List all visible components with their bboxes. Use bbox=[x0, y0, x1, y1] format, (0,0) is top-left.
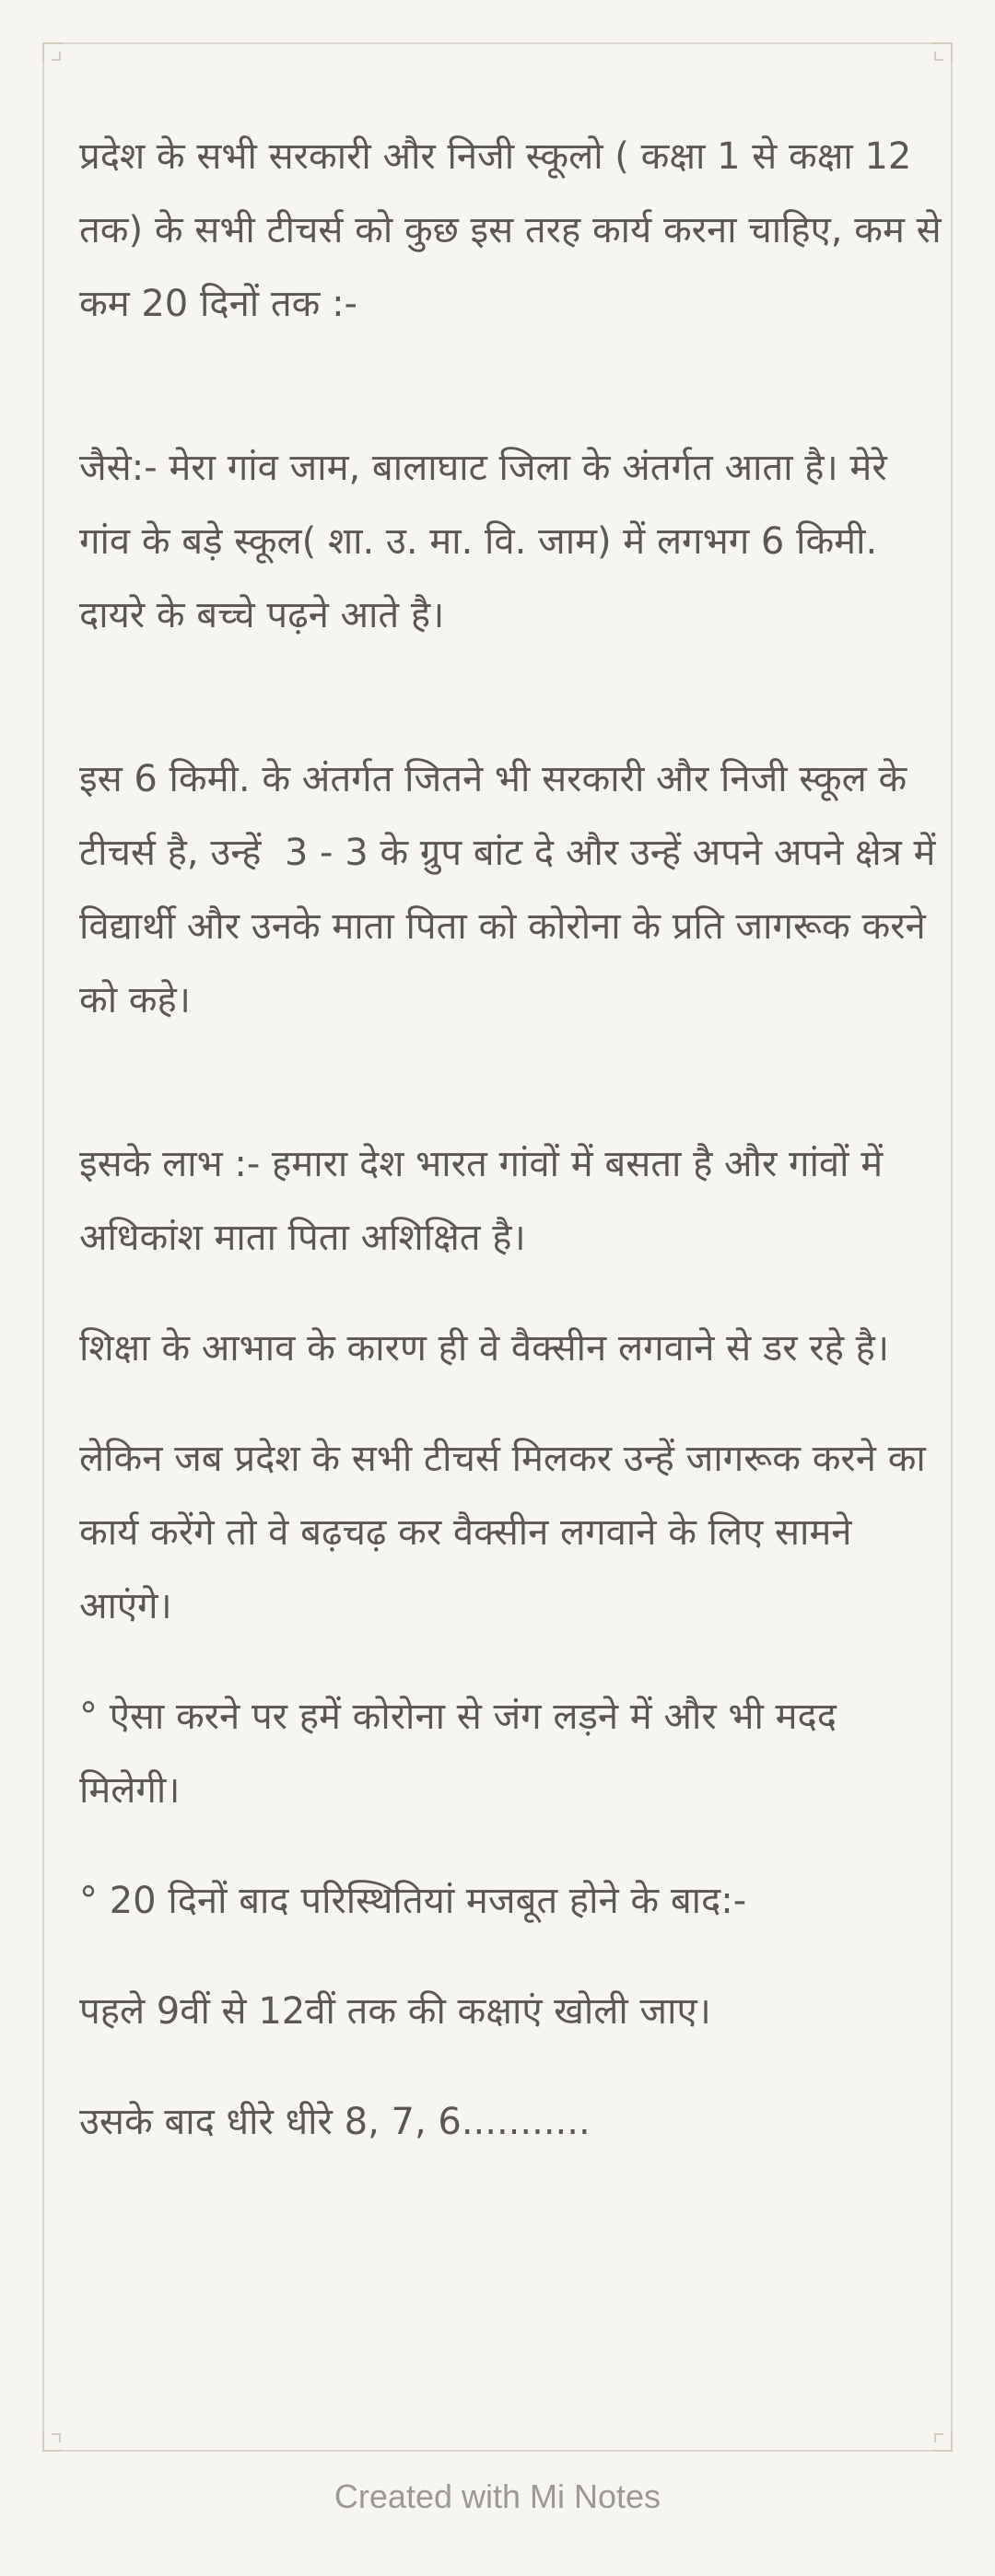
footer-credit: Created with Mi Notes bbox=[334, 2477, 661, 2515]
note-paragraph-bullet-1: ° ऐसा करने पर हमें कोरोना से जंग लड़ने में और भी मदद मिलेगी। bbox=[79, 1696, 849, 1812]
note-paragraph-intro: प्रदेश के सभी सरकारी और निजी स्कूलो ( कक्षा 1 से कक्षा 12 तक) के सभी टीचर्स को कुछ इस तरह कार्य करना चाहिए, कम से कम 20 दिनों तक :- bbox=[79, 135, 954, 325]
note-paragraph-groups: इस 6 किमी. के अंतर्गत जितने भी सरकारी और निजी स्कूल के टीचर्स है, उन्हें 3 - 3 के ग्रुप बांट दे और उन्हें अपने अपने क्षेत्र में विद्यार्थी और उनके माता पिता को कोरोना के प्रति जागरूक करने को कहे। bbox=[79, 758, 948, 1021]
note-paragraph-teachers: लेकिन जब प्रदेश के सभी टीचर्स मिलकर उन्हें जागरूक करने का कार्य करेंगे तो वे बढ़चढ़ कर वैक्सीन लगवाने के लिए सामने आएंगे। bbox=[79, 1438, 938, 1627]
note-paragraph-benefits: इसके लाभ :- हमारा देश भारत गांवों में बसता है और गांवों में अधिकांश माता पिता अशिक्षित है। bbox=[79, 1143, 895, 1259]
frame-ornament-bottom-left bbox=[52, 2433, 61, 2442]
frame-ornament-top-left bbox=[52, 52, 61, 61]
note-paragraph-sequence: उसके बाद धीरे धीरे 8, 7, 6........... bbox=[79, 2101, 591, 2143]
frame-ornament-top-right bbox=[934, 52, 943, 61]
note-paragraph-classes: पहले 9वीं से 12वीं तक की कक्षाएं खोली जाए। bbox=[79, 1990, 711, 2033]
note-body bbox=[79, 120, 954, 2196]
frame-ornament-bottom-right bbox=[934, 2433, 943, 2442]
note-paragraph-education: शिक्षा के आभाव के कारण ही वे वैक्सीन लगवाने से डर रहे है। bbox=[79, 1327, 890, 1370]
note-paragraph-bullet-2: ° 20 दिनों बाद परिस्थितियां मजबूत होने के बाद:- bbox=[79, 1880, 747, 1922]
note-paragraph-example: जैसे:- मेरा गांव जाम, बालाघाट जिला के अंतर्गत आता है। मेरे गांव के बड़े स्कूल( शा. उ. मा. वि. जाम) में लगभग 6 किमी. दायरे के बच्चे पढ़ने आते है। bbox=[79, 447, 899, 636]
